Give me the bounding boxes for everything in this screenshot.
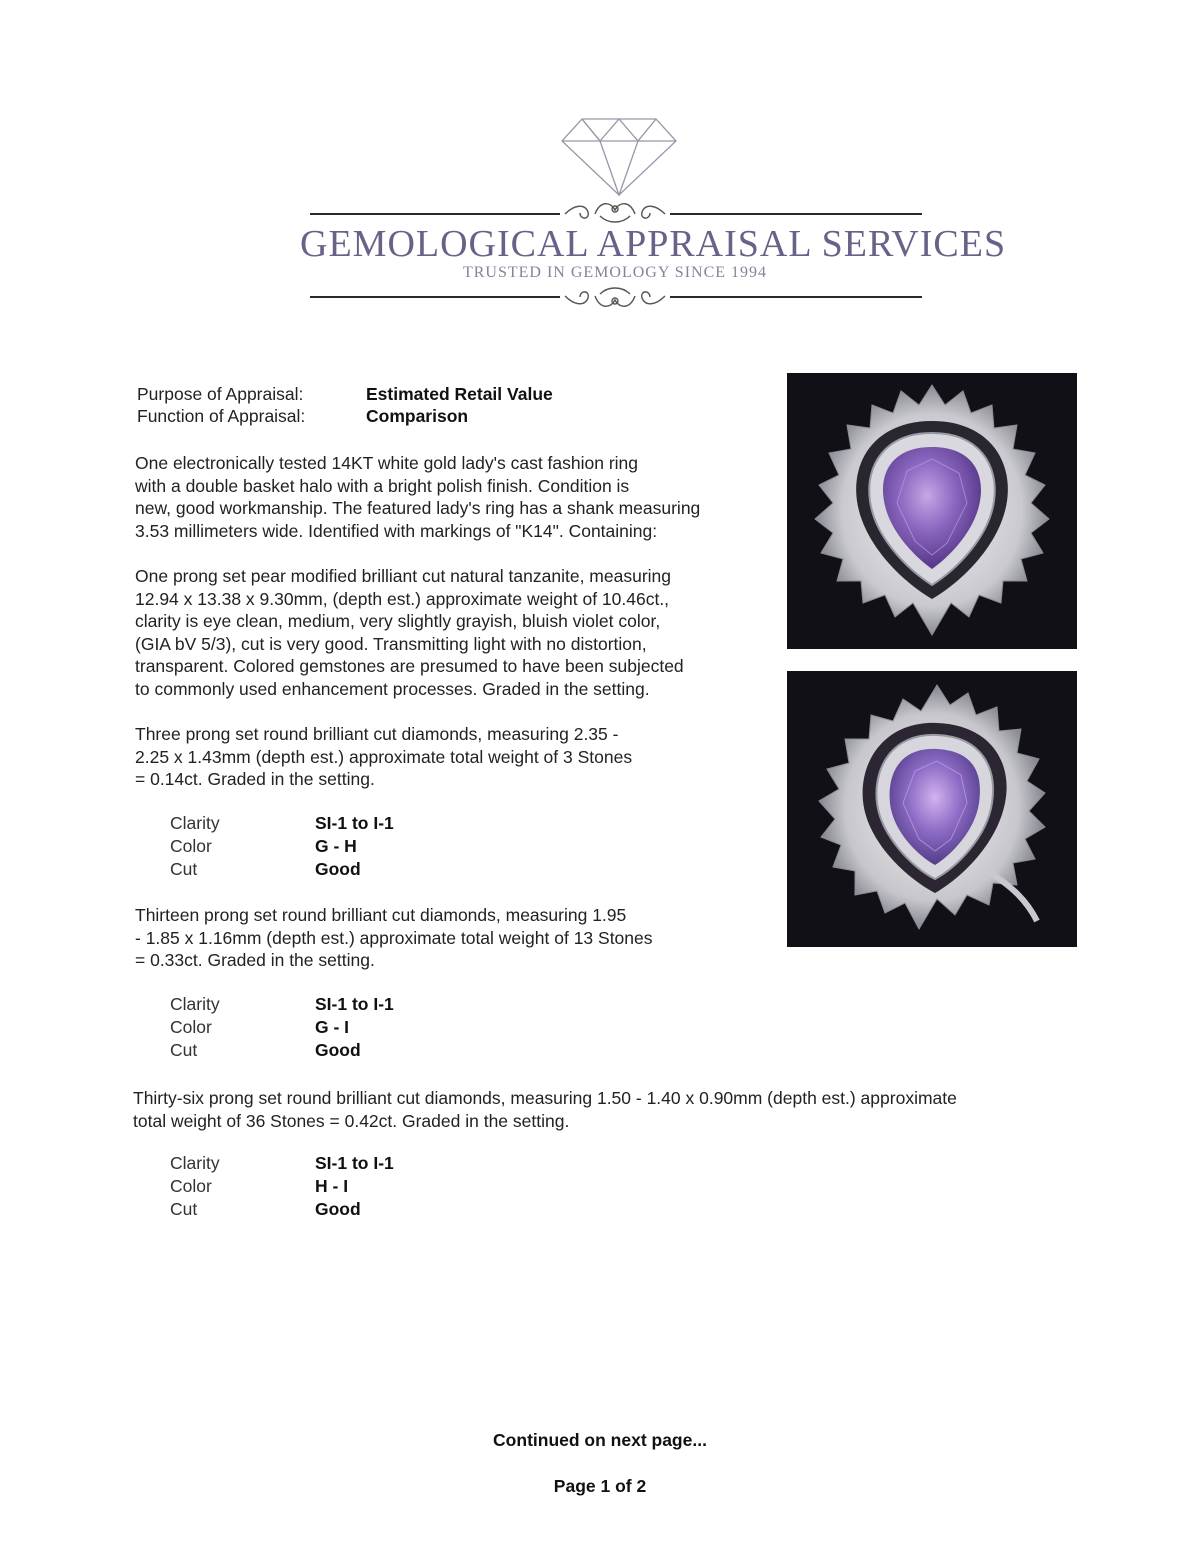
- header-rule-bottom-right: [670, 296, 922, 298]
- diamond-group-1-grades: [170, 812, 220, 881]
- grade-label: Clarity: [170, 1153, 220, 1173]
- diamond-group-line: - 1.85 x 1.16mm (depth est.) approximate total weight of 13 Stones: [135, 927, 653, 948]
- grade-value: SI-1 to I-1: [315, 1153, 394, 1173]
- grade-value: Good: [315, 1040, 361, 1060]
- diamond-group-3-description: [133, 1087, 957, 1132]
- ring-photo-angle: [787, 671, 1077, 947]
- ring-image-front: [787, 373, 1077, 649]
- diamond-group-line: = 0.14ct. Graded in the setting.: [135, 769, 375, 789]
- grade-label: Cut: [170, 1040, 198, 1060]
- grade-label: Clarity: [170, 813, 220, 833]
- diamond-group-1-grade-values: [315, 812, 394, 881]
- center-stone-line: One prong set pear modified brilliant cut natural tanzanite, measuring: [135, 566, 671, 586]
- function-value: Comparison: [366, 406, 469, 426]
- grade-value: SI-1 to I-1: [315, 813, 394, 833]
- center-stone-line: transparent. Colored gemstones are presumed to have been subjected: [135, 656, 684, 676]
- header-rule-bottom-left: [310, 296, 560, 298]
- center-stone-line: (GIA bV 5/3), cut is very good. Transmitting light with no distortion,: [135, 633, 647, 654]
- company-name: GEMOLOGICAL APPRAISAL SERVICES: [300, 223, 1007, 265]
- grade-value: H - I: [315, 1176, 349, 1196]
- grade-value: Good: [315, 1199, 361, 1219]
- diamond-group-2-description: [135, 904, 653, 972]
- function-label: Function of Appraisal:: [137, 406, 306, 426]
- ring-description-line: new, good workmanship. The featured lady's ring has a shank measuring: [135, 498, 701, 518]
- ring-description-line: One electronically tested 14KT white gold lady's cast fashion ring: [135, 453, 639, 473]
- diamond-group-line: = 0.33ct. Graded in the setting.: [135, 950, 375, 970]
- ring-description: [135, 452, 700, 542]
- diamond-group-2-grades: [170, 993, 220, 1062]
- grade-label: Color: [170, 1176, 212, 1196]
- header-rule-top-right: [670, 213, 922, 215]
- ring-photo-front: [787, 373, 1077, 649]
- diamond-group-line: Three prong set round brilliant cut diamonds, measuring 2.35 -: [135, 724, 619, 744]
- diamond-group-line: 2.25 x 1.43mm (depth est.) approximate total weight of 3 Stones: [135, 746, 633, 767]
- grade-label: Clarity: [170, 994, 220, 1014]
- ring-image-angle: [787, 671, 1077, 947]
- flourish-bottom-icon: [560, 282, 670, 314]
- diamond-group-line: Thirty-six prong set round brilliant cut diamonds, measuring 1.50 - 1.40 x 0.90mm (depth est.) approximate: [133, 1088, 957, 1108]
- purpose-label: Purpose of Appraisal:: [137, 384, 304, 404]
- ring-description-line: 3.53 millimeters wide. Identified with markings of "K14". Containing:: [135, 520, 658, 541]
- diamond-group-3-grades: [170, 1152, 220, 1221]
- diamond-group-1-description: [135, 723, 632, 791]
- grade-label: Color: [170, 836, 212, 856]
- center-stone-line: clarity is eye clean, medium, very slightly grayish, bluish violet color,: [135, 611, 661, 631]
- header-rule-top-left: [310, 213, 560, 215]
- grade-label: Cut: [170, 1199, 198, 1219]
- grade-value: SI-1 to I-1: [315, 994, 394, 1014]
- grade-label: Color: [170, 1017, 212, 1037]
- grade-value: G - I: [315, 1017, 350, 1037]
- continued-note: Continued on next page...: [493, 1430, 707, 1450]
- company-tagline: TRUSTED IN GEMOLOGY SINCE 1994: [462, 264, 768, 281]
- center-stone-line: 12.94 x 13.38 x 9.30mm, (depth est.) approximate weight of 10.46ct.,: [135, 588, 670, 609]
- center-stone-line: to commonly used enhancement processes. Graded in the setting.: [135, 678, 650, 699]
- grade-label: Cut: [170, 859, 198, 879]
- center-stone-description: [135, 565, 684, 700]
- page-number: Page 1 of 2: [553, 1476, 647, 1496]
- grade-value: G - H: [315, 836, 357, 856]
- ring-description-line: with a double basket halo with a bright polish finish. Condition is: [135, 475, 630, 496]
- purpose-value: Estimated Retail Value: [366, 384, 553, 404]
- diamond-group-line: total weight of 36 Stones = 0.42ct. Graded in the setting.: [133, 1110, 570, 1131]
- diamond-group-3-grade-values: [315, 1152, 394, 1221]
- grade-value: Good: [315, 859, 361, 879]
- diamond-group-line: Thirteen prong set round brilliant cut diamonds, measuring 1.95: [135, 905, 627, 925]
- diamond-logo-icon: [560, 115, 678, 197]
- diamond-group-2-grade-values: [315, 993, 394, 1062]
